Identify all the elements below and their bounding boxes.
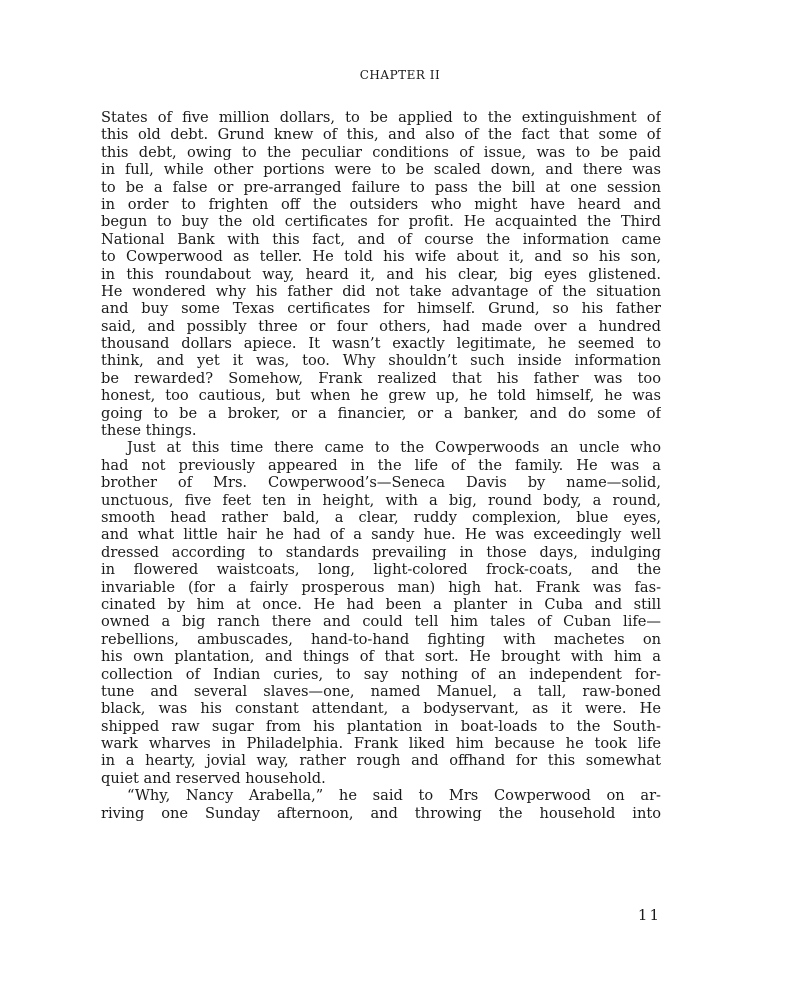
text-line: this debt, owing to the peculiar conditions of issue, was to be paid <box>101 143 661 161</box>
text-line: to be a false or pre-arranged failure to pass the bill at one session <box>101 178 661 196</box>
text-line: to Cowperwood as teller. He told his wife about it, and so his son, <box>101 248 661 266</box>
text-line: wark wharves in Philadelphia. Frank liked him because he took life <box>101 735 661 753</box>
chapter-header: CHAPTER II <box>359 68 441 82</box>
text-line: dressed according to standards prevailing in those days, indulging <box>101 543 661 561</box>
text-line: black, was his constant attendant, a bodyservant, as it were. He <box>101 700 661 718</box>
text-line: had not previously appeared in the life of the family. He was a <box>101 456 661 474</box>
text-line: unctuous, five feet ten in height, with a big, round body, a round, <box>101 491 661 509</box>
text-line: think, and yet it was, too. Why shouldn’t such inside information <box>101 352 661 370</box>
text-line: and what little hair he had of a sandy hue. He was exceedingly well <box>101 526 661 544</box>
text-line: honest, too cautious, but when he grew up, he told himself, he was <box>101 387 661 405</box>
text-line: “Why, Nancy Arabella,” he said to Mrs Cowperwood on ar- <box>127 787 661 805</box>
text-line: tune and several slaves—one, named Manuel, a tall, raw-boned <box>101 682 661 700</box>
text-line: in order to frighten off the outsiders who might have heard and <box>101 195 661 213</box>
text-line: cinated by him at once. He had been a planter in Cuba and still <box>101 595 661 613</box>
text-line: quiet and reserved household. <box>101 769 326 787</box>
text-line: in this roundabout way, heard it, and his clear, big eyes glistened. <box>101 265 661 283</box>
text-line: these things. <box>101 422 197 440</box>
text-line: collection of Indian curies, to say nothing of an independent for- <box>101 665 661 683</box>
text-line: Just at this time there came to the Cowperwoods an uncle who <box>127 439 661 457</box>
text-line: riving one Sunday afternoon, and throwing the household into <box>101 804 661 822</box>
body-text <box>101 109 661 822</box>
text-line: this old debt. Grund knew of this, and also of the fact that some of <box>101 126 661 144</box>
text-line: in flowered waistcoats, long, light-colored frock-coats, and the <box>101 561 661 579</box>
text-line: owned a big ranch there and could tell him tales of Cuban life— <box>101 613 661 631</box>
text-line: rebellions, ambuscades, hand-to-hand fighting with machetes on <box>101 630 661 648</box>
text-line: smooth head rather bald, a clear, ruddy complexion, blue eyes, <box>101 508 661 526</box>
text-line: and buy some Texas certificates for himself. Grund, so his father <box>101 300 661 318</box>
text-line: be rewarded? Somehow, Frank realized that his father was too <box>101 369 661 387</box>
text-line: in full, while other portions were to be scaled down, and there was <box>101 161 661 179</box>
text-line: in a hearty, jovial way, rather rough and offhand for this somewhat <box>101 752 661 770</box>
text-line: said, and possibly three or four others, had made over a hundred <box>101 317 661 335</box>
text-line: brother of Mrs. Cowperwood’s—Seneca Davis by name—solid, <box>101 474 661 492</box>
text-line: going to be a broker, or a financier, or a banker, and do some of <box>101 404 661 422</box>
text-line: National Bank with this fact, and of course the information came <box>101 230 661 248</box>
text-line: States of five million dollars, to be applied to the extinguishment of <box>101 109 661 126</box>
text-line: shipped raw sugar from his plantation in boat-loads to the South- <box>101 717 661 735</box>
text-line: begun to buy the old certificates for profit. He acquainted the Third <box>101 213 661 231</box>
text-line: He wondered why his father did not take advantage of the situation <box>101 282 661 300</box>
text-line: thousand dollars apiece. It wasn’t exactly legitimate, he seemed to <box>101 335 661 353</box>
text-line: invariable (for a fairly prosperous man) high hat. Frank was fas- <box>101 578 661 596</box>
text-line: his own plantation, and things of that sort. He brought with him a <box>101 648 661 666</box>
page-number: 11 <box>637 906 661 924</box>
